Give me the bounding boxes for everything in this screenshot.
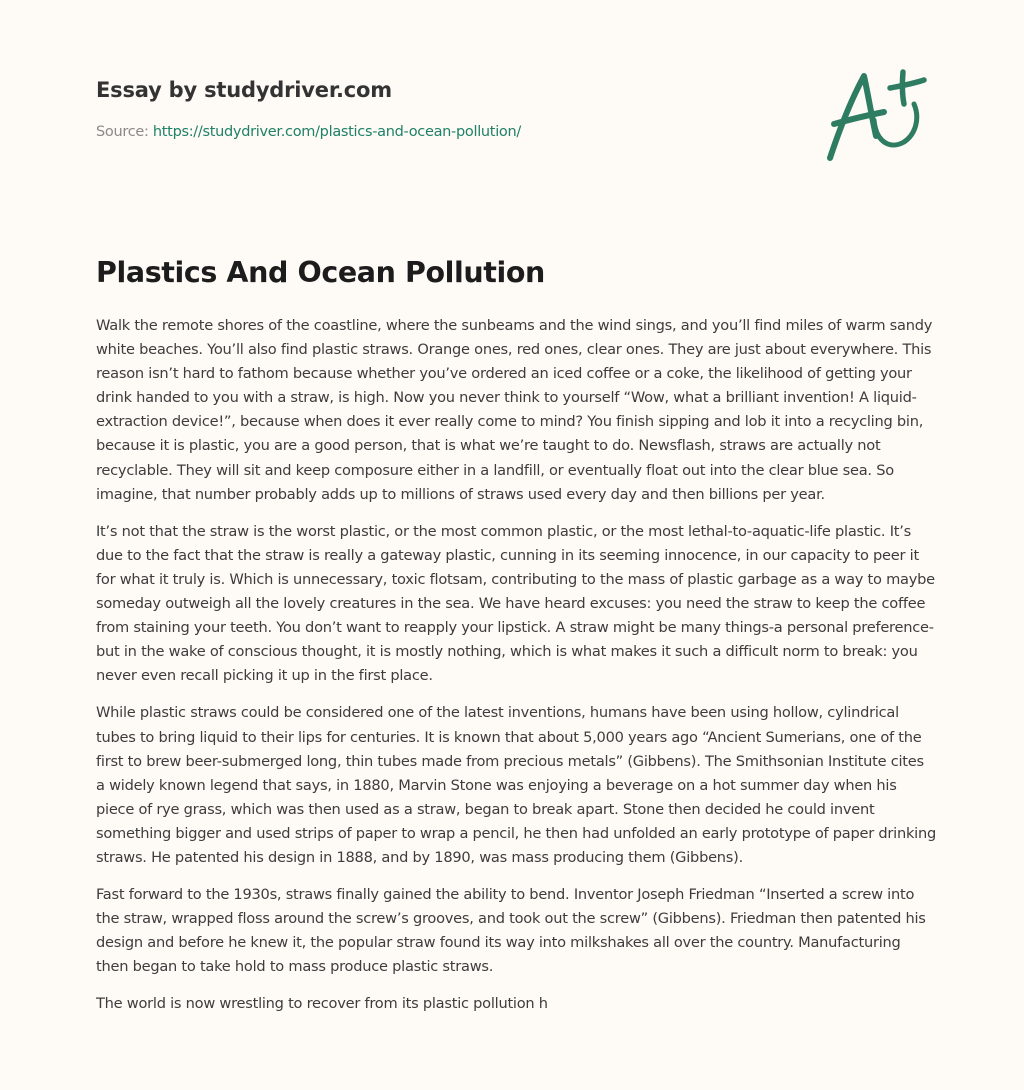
site-title: Essay by studydriver.com — [96, 78, 392, 102]
a-plus-grade-icon — [820, 66, 930, 166]
page-header — [96, 74, 796, 142]
paragraph: It’s not that the straw is the worst plastic, or the most common plastic, or the most lethal-to-aquatic-life plastic. It’s due to the fact that the straw is really a gateway plastic, cunning in its seeming innocence, in our capacity to peer it for what it truly is. Which is unnecessary, toxic flotsam, contributing to the mass of plastic garbage as a way to maybe someday outweigh all the lovely creatures in the sea. We have heard excuses: you need the straw to keep the coffee from staining your teeth. You don’t want to reapply your lipstick. A straw might be many things-a personal preference- but in the wake of conscious thought, it is mostly nothing, which is what makes it such a difficult norm to break: you never even recall picking it up in the first place. — [96, 522, 935, 685]
paragraph: The world is now wrestling to recover from its plastic pollution h — [96, 995, 548, 1013]
source-line — [96, 122, 796, 142]
paragraph: Walk the remote shores of the coastline, where the sunbeams and the wind sings, and you’ll find miles of warm sandy white beaches. You’ll also find plastic straws. Orange ones, red ones, clear ones. They are just about everywhere. This reason isn’t hard to fathom because whether you’ve ordered an iced coffee or a coke, the likelihood of getting your drink handed to you with a straw, is high. Now you never think to yourself “Wow, what a brilliant invention! A liquid-extraction device!”, because when does it ever really come to mind? You finish sipping and lob it into a recycling bin, because it is plastic, you are a good person, that is what we’re taught to do. Newsflash, straws are actually not recyclable. They will sit and keep composure either in a landfill, or eventually float out into the clear blue sea. So imagine, that number probably adds up to millions of straws used every day and then billions per year. — [96, 317, 933, 503]
paragraph: While plastic straws could be considered one of the latest inventions, humans have been using hollow, cylindrical tubes to bring liquid to their lips for centuries. It is known that about 5,000 years ago “Ancient Sumerians, one of the first to brew beer-submerged long, thin tubes made from precious metals” (Gibbens). The Smithsonian Institute cites a widely known legend that says, in 1880, Marvin Stone was enjoying a beverage on a hot summer day when his piece of rye grass, which was then used as a straw, began to break apart. Stone then decided he could invent something bigger and used strips of paper to wrap a pencil, he then had unfolded an early prototype of paper drinking straws. He patented his design in 1888, and by 1890, was mass producing them (Gibbens). — [96, 704, 936, 866]
essay-body — [96, 314, 936, 1030]
paragraph: Fast forward to the 1930s, straws finally gained the ability to bend. Inventor Joseph Friedman “Inserted a screw into the straw, wrapped floss around the screw’s grooves, and took out the screw” (Gibbens). Friedman then patented his design and before he knew it, the popular straw found its way into milkshakes all over the country. Manufacturing then began to take hold to mass produce plastic straws. — [96, 886, 926, 976]
document-title: Plastics And Ocean Pollution — [96, 256, 545, 289]
source-link[interactable]: https://studydriver.com/plastics-and-ocean-pollution/ — [152, 124, 521, 140]
source-label: Source: — [96, 124, 153, 140]
